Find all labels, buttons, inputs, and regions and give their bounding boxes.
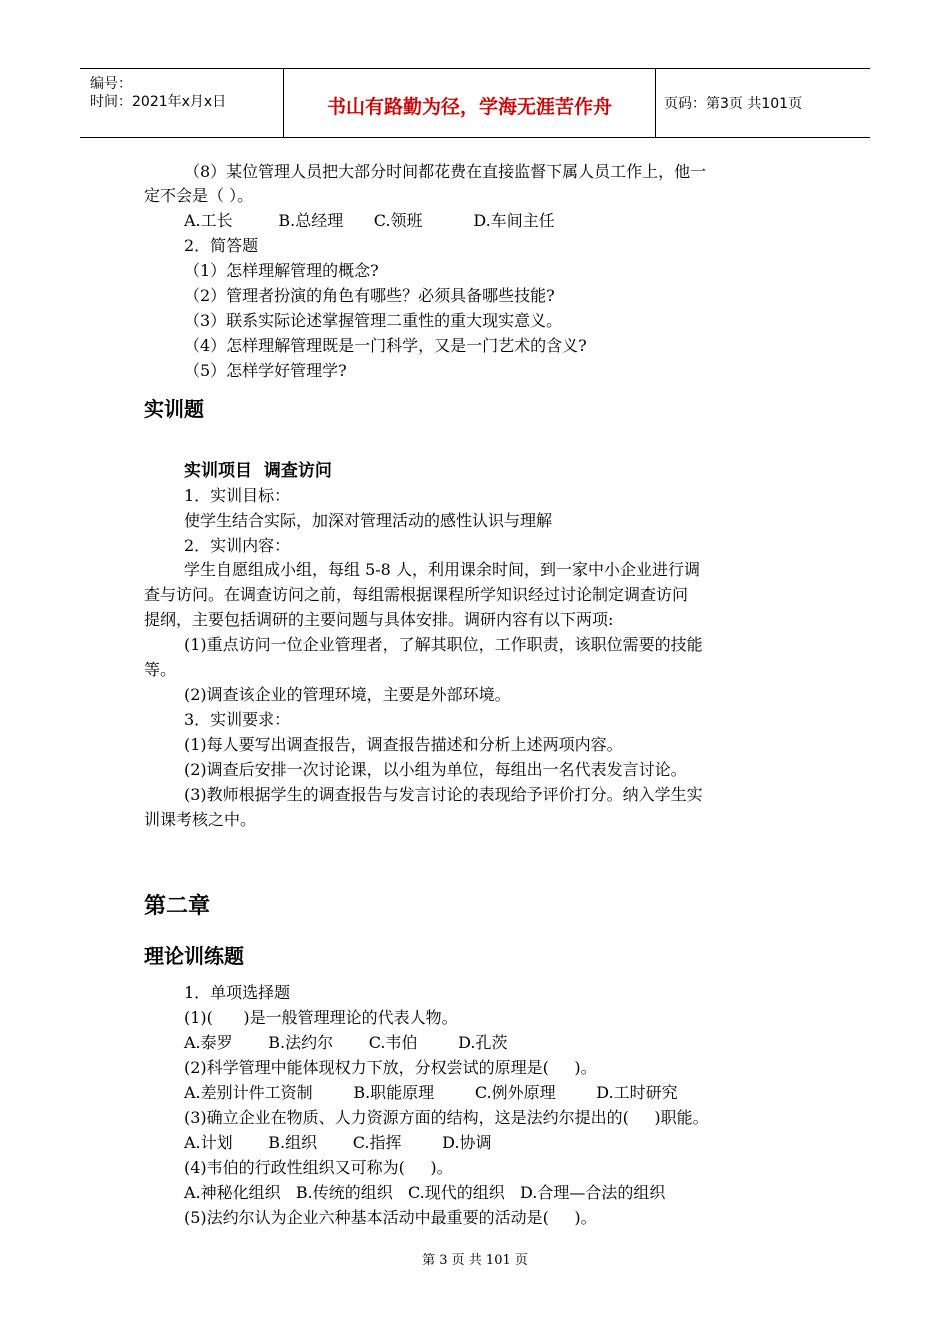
choice-question: (5)法约尔认为企业六种基本活动中最重要的活动是( )。 (184, 1208, 597, 1227)
header-motto-cell (283, 69, 656, 137)
practice-requirement: 训课考核之中。 (144, 810, 257, 829)
chapter-heading: 第二章 (144, 894, 211, 919)
practice-goal-title: 1．实训目标： (184, 486, 291, 505)
choice-options: A.神秘化组织 B.传统的组织 C.现代的组织 D.合理—合法的组织 (184, 1183, 666, 1202)
practice-content-item: (2)调查该企业的管理环境，主要是外部环境。 (184, 685, 511, 704)
practice-content-paragraph: 查与访问。在调查访问之前，每组需根据课程所学知识经过讨论制定调查访问 (144, 585, 689, 604)
short-answer-item: （1）怎样理解管理的概念? (184, 261, 379, 280)
document-number-label: 编号： (90, 76, 132, 92)
question-8-line-1: （8）某位管理人员把大部分时间都花费在直接监督下属人员工作上，他一 (184, 162, 707, 181)
header-left-cell (80, 69, 283, 137)
practice-requirement: (1)每人要写出调查报告，调查报告描述和分析上述两项内容。 (184, 735, 623, 754)
practice-content-item: (1)重点访问一位企业管理者，了解其职位，工作职责，该职位需要的技能 (184, 635, 703, 654)
header-page-info: 页码：第3页 共101页 (664, 96, 803, 112)
choice-options: A.差别计件工资制 B.职能原理 C.例外原理 D.工时研究 (184, 1083, 678, 1102)
practice-content-title: 2．实训内容： (184, 536, 291, 555)
practice-content-paragraph: 学生自愿组成小组，每组 5-8 人，利用课余时间，到一家中小企业进行调 (184, 560, 700, 579)
practice-project-title: 实训项目 调查访问 (184, 461, 332, 481)
short-answer-item: （3）联系实际论述掌握管理二重性的重大现实意义。 (184, 311, 563, 330)
question-8-line-2: 定不会是（ ）。 (144, 186, 254, 205)
short-answer-item: （2）管理者扮演的角色有哪些？必须具备哪些技能? (184, 286, 555, 305)
choice-question: (2)科学管理中能体现权力下放，分权尝试的原理是( )。 (184, 1058, 597, 1077)
short-answer-title: 2．简答题 (184, 236, 259, 255)
chapter-sub-heading: 理论训练题 (144, 944, 244, 968)
choice-question: (1)( )是一般管理理论的代表人物。 (184, 1008, 458, 1027)
choice-question: (4)韦伯的行政性组织又可称为( )。 (184, 1158, 453, 1177)
header-motto: 书山有路勤为径，学海无涯苦作舟 (326, 96, 612, 118)
choice-question: (3)确立企业在物质、人力资源方面的结构，这是法约尔提出的( )职能。 (184, 1108, 709, 1127)
choice-options: A.计划 B.组织 C.指挥 D.协调 (184, 1133, 492, 1152)
practice-requirement: (2)调查后安排一次讨论课，以小组为单位，每组出一名代表发言讨论。 (184, 760, 687, 779)
practice-heading: 实训题 (144, 397, 204, 421)
page-header (80, 68, 870, 138)
practice-content-paragraph: 提纲，主要包括调研的主要问题与具体安排。调研内容有以下两项: (144, 610, 614, 629)
header-right-cell (656, 69, 870, 137)
page-footer: 第 3 页 共 101 页 (422, 1253, 528, 1268)
single-choice-title: 1．单项选择题 (184, 983, 291, 1002)
short-answer-item: （5）怎样学好管理学? (184, 361, 347, 380)
choice-options: A.泰罗 B.法约尔 C.韦伯 D.孔茨 (184, 1033, 508, 1052)
practice-requirement: (3)教师根据学生的调查报告与发言讨论的表现给予评价打分。纳入学生实 (184, 785, 703, 804)
practice-content-item: 等。 (144, 660, 177, 679)
practice-goal-text: 使学生结合实际，加深对管理活动的感性认识与理解 (184, 511, 553, 530)
practice-requirements-title: 3．实训要求： (184, 710, 291, 729)
question-8-options: A.工长 B.总经理 C.领班 D.车间主任 (184, 211, 555, 230)
document-time-label: 时间：2021年x月x日 (90, 94, 227, 110)
short-answer-item: （4）怎样理解管理既是一门科学，又是一门艺术的含义? (184, 336, 587, 355)
